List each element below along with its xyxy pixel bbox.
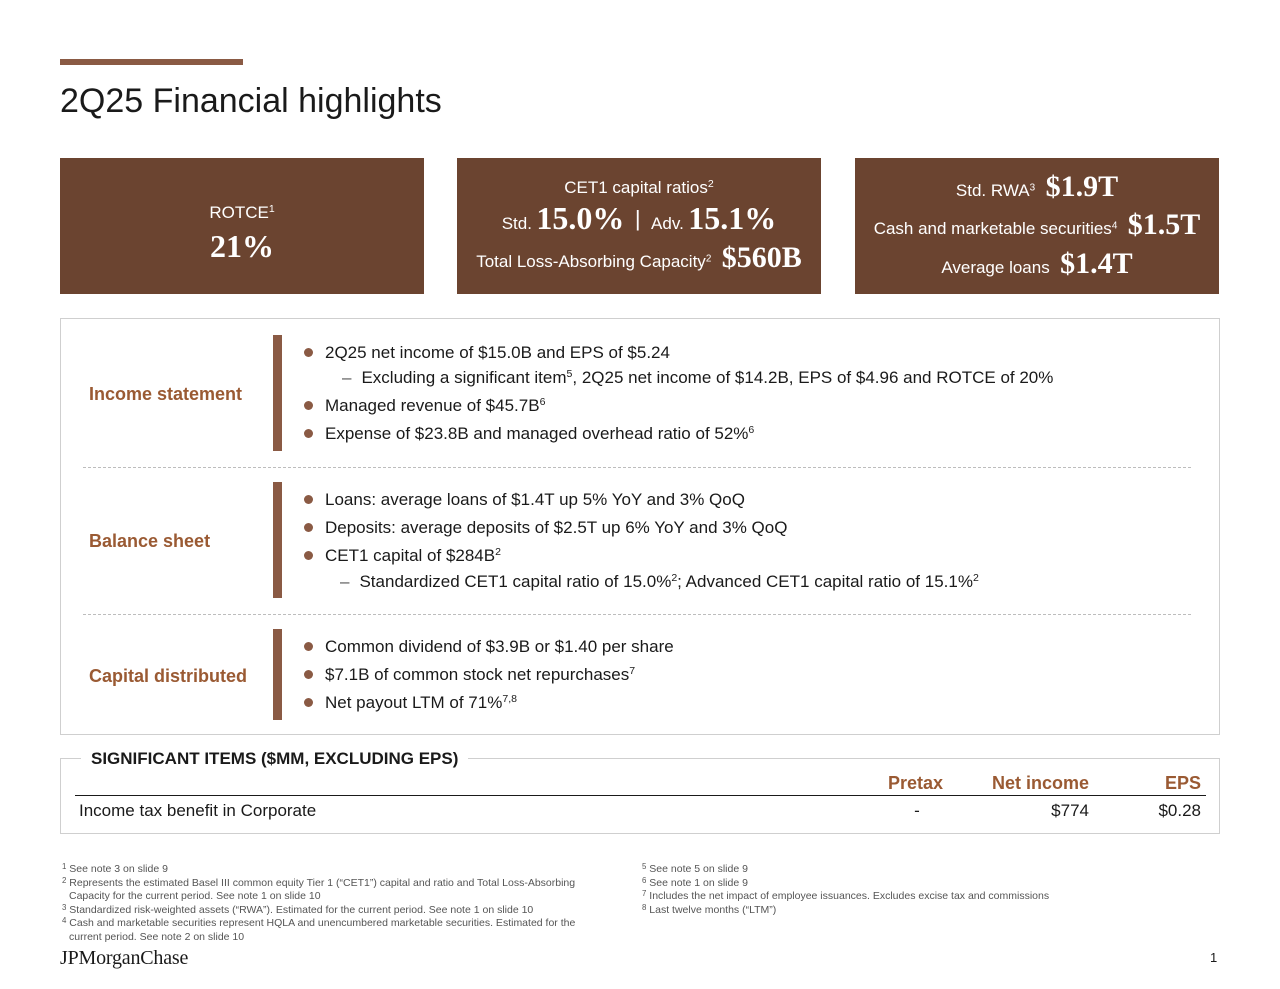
dash-marker: –	[340, 572, 350, 591]
capital-bullet-2: $7.1B of common stock net repurchases$^7$	[304, 665, 635, 685]
row-net-income: $774	[1051, 801, 1089, 820]
rotce-tile	[60, 158, 424, 294]
rotce-value: 21%	[210, 228, 274, 264]
income-bullet-3: Expense of $23.8B and managed overhead ratio of 52%$^6$	[304, 424, 754, 444]
bullet-dot	[304, 523, 313, 532]
footnotes-left	[62, 863, 627, 945]
footnote-2-cont: Capacity for the current period. See note 1 on slide 10	[69, 890, 321, 903]
rwa-row	[855, 170, 1219, 204]
tlac-label: Total Loss-Absorbing Capacity	[476, 252, 706, 271]
table-header-rule	[75, 795, 1206, 796]
rwa-label: Std. RWA	[955, 181, 1030, 200]
footnote-3: $^3$ Standardized risk-weighted assets (“RWA”). Estimated for the current period. See note 1 on slide 10	[62, 902, 534, 916]
col-pretax: Pretax	[887, 773, 943, 793]
rotce-label-row	[60, 203, 424, 223]
footnotes-right	[642, 863, 1162, 917]
tlac-value: $560B	[721, 241, 802, 274]
balance-bullet-2: Deposits: average deposits of $2.5T up 6% YoY and 3% QoQ	[304, 518, 787, 538]
row-eps: $0.28	[1158, 801, 1201, 820]
cet1-heading-note: 2	[707, 178, 714, 191]
cet1-ratios-row	[457, 200, 821, 237]
capital-distributed-label: Capital distributed	[89, 666, 248, 686]
income-sub-bullet: – Excluding a significant item$^5$, 2Q25 net income of $14.2B, EPS of $4.96 and ROTCE of 20%	[342, 368, 1054, 387]
income-divider-bar	[273, 335, 282, 451]
cet1-std-label: Std.	[501, 214, 532, 233]
footnote-8: $^8$ Last twelve months (“LTM”)	[642, 902, 777, 916]
bullet-dot	[304, 401, 313, 410]
bullet-dot	[304, 670, 313, 679]
footnote-4-cont: current period. See note 2 on slide 10	[69, 930, 245, 943]
col-eps: EPS	[1164, 773, 1201, 793]
rotce-label: ROTCE	[209, 203, 269, 222]
footnote-2: $^2$ Represents the estimated Basel III common equity Tier 1 (“CET1”) capital and ratio and Total Loss-Absorbing	[62, 875, 576, 889]
page-number: 1	[1210, 950, 1218, 965]
significant-items-title: SIGNIFICANT ITEMS ($MM, EXCLUDING EPS)	[81, 749, 468, 769]
bullet-dot	[304, 429, 313, 438]
footnote-4: $^4$ Cash and marketable securities represent HQLA and unencumbered marketable securities. Estimated for the	[62, 916, 576, 930]
rwa-note: 3	[1029, 182, 1036, 194]
cet1-heading: CET1 capital ratios	[564, 178, 708, 197]
highlights-box	[60, 318, 1220, 735]
cet1-adv-label: Adv.	[651, 214, 684, 233]
footnote-5: $^5$ See note 5 on slide 9	[642, 861, 748, 875]
income-statement-label: Income statement	[89, 384, 243, 404]
loans-label: Average loans	[941, 258, 1050, 277]
row-label: Income tax benefit in Corporate	[79, 801, 317, 820]
page-title: 2Q25 Financial highlights	[60, 82, 442, 120]
capital-bullet-3: Net payout LTM of 71%$^{7,8}$	[304, 693, 517, 713]
cet1-separator: |	[634, 206, 641, 231]
cet1-adv-value: 15.1%	[688, 200, 777, 236]
capital-bullet-1: Common dividend of $3.9B or $1.40 per share	[304, 637, 674, 657]
cash-row	[855, 208, 1219, 242]
bullet-dot	[304, 642, 313, 651]
footnote-7: $^7$ Includes the net impact of employee issuances. Excludes excise tax and commissions	[642, 889, 1050, 903]
tlac-row	[457, 241, 821, 275]
cash-note: 4	[1111, 220, 1118, 232]
cet1-heading-row	[457, 178, 821, 198]
tlac-note: 2	[705, 253, 712, 265]
loans-row	[855, 247, 1219, 281]
cash-label: Cash and marketable securities	[873, 219, 1112, 238]
loans-value: $1.4T	[1060, 247, 1133, 280]
rotce-note: 1	[268, 203, 275, 216]
footnote-1: $^1$ See note 3 on slide 9	[62, 861, 168, 875]
bullet-dot	[304, 698, 313, 707]
income-bullet-2: Managed revenue of $\$45.7B^6$	[304, 396, 545, 416]
bullet-dot	[304, 551, 313, 560]
capital-divider-bar	[273, 629, 282, 720]
cet1-std-value: 15.0%	[536, 200, 625, 236]
bullet-dot	[304, 495, 313, 504]
footnote-6: $^6$ See note 1 on slide 9	[642, 875, 748, 889]
balance-sub-bullet: – Standardized CET1 capital ratio of 15.0%$^2$; Advanced CET1 capital ratio of 15.1%$^2$	[340, 572, 979, 591]
jpmorganchase-logo: JPMorganChase	[60, 947, 189, 969]
rwa-value: $1.9T	[1045, 170, 1119, 203]
significant-items-box	[60, 749, 1220, 834]
col-net-income: Net income	[991, 773, 1089, 793]
balance-divider-bar	[273, 482, 282, 598]
balance-bullet-3: CET1 capital of $\$284B^2$	[304, 546, 501, 566]
title-accent-bar	[60, 59, 243, 65]
balance-sheet-label: Balance sheet	[89, 531, 211, 551]
section-divider	[83, 614, 1191, 615]
cash-value: $1.5T	[1127, 208, 1201, 241]
dash-marker: –	[342, 368, 352, 387]
bullet-dot	[304, 348, 313, 357]
balance-tile	[855, 158, 1219, 294]
section-divider	[83, 467, 1191, 468]
row-pretax: -	[914, 801, 920, 820]
cet1-tile	[457, 158, 821, 294]
balance-bullet-1: Loans: average loans of $1.4T up 5% YoY and 3% QoQ	[304, 490, 745, 510]
income-bullet-1: 2Q25 net income of $15.0B and EPS of $5.24	[304, 343, 670, 363]
